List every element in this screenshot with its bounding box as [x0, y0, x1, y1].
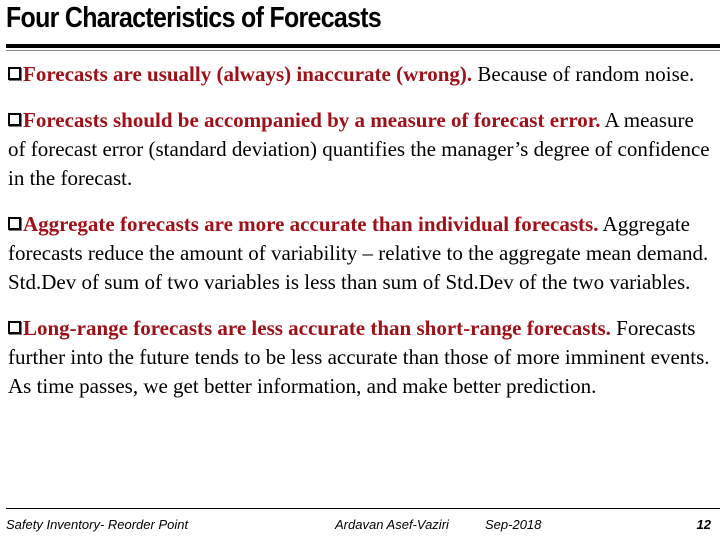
bullet-item-forecast-error [8, 106, 714, 193]
bullet-heading: Forecasts should be accompanied by a measure of forecast error. [23, 108, 601, 132]
bullet-heading: Forecasts are usually (always) inaccurate (wrong). [23, 62, 473, 86]
footer-course: Safety Inventory- Reorder Point [6, 517, 189, 532]
page-number: 12 [696, 517, 711, 532]
footer-author: Ardavan Asef-Vaziri [335, 517, 449, 532]
bullet-item-long-range [8, 314, 714, 401]
bullet-text: Because of random noise. [472, 62, 695, 86]
title-underline [6, 44, 720, 48]
slide-title: Four Characteristics of Forecasts [6, 2, 382, 34]
square-bullet-icon [8, 321, 21, 334]
footer-date: Sep-2018 [485, 517, 542, 532]
bullet-text: Aggregate forecasts reduce the amount of variability – relative to the aggregate mean demand. Std.Dev of sum of two variables is less than sum of Std.Dev of the two variables. [8, 212, 709, 294]
bullet-heading: Long-range forecasts are less accurate than short-range forecasts. [23, 316, 611, 340]
bullet-item-inaccurate [8, 60, 714, 89]
bullet-heading: Aggregate forecasts are more accurate than individual forecasts. [23, 212, 599, 236]
square-bullet-icon [8, 217, 21, 230]
bullet-text: Forecasts further into the future tends to be less accurate than those of more imminent events. As time passes, we get better information, and make better prediction. [8, 316, 710, 398]
bullet-item-aggregate [8, 210, 714, 297]
bullet-text: A measure of forecast error (standard deviation) quantifies the manager’s degree of confidence in the forecast. [8, 108, 710, 190]
slide-content [8, 60, 714, 401]
square-bullet-icon [8, 67, 21, 80]
square-bullet-icon [8, 113, 21, 126]
title-underline-thin [6, 50, 720, 51]
footer-divider [6, 508, 720, 509]
